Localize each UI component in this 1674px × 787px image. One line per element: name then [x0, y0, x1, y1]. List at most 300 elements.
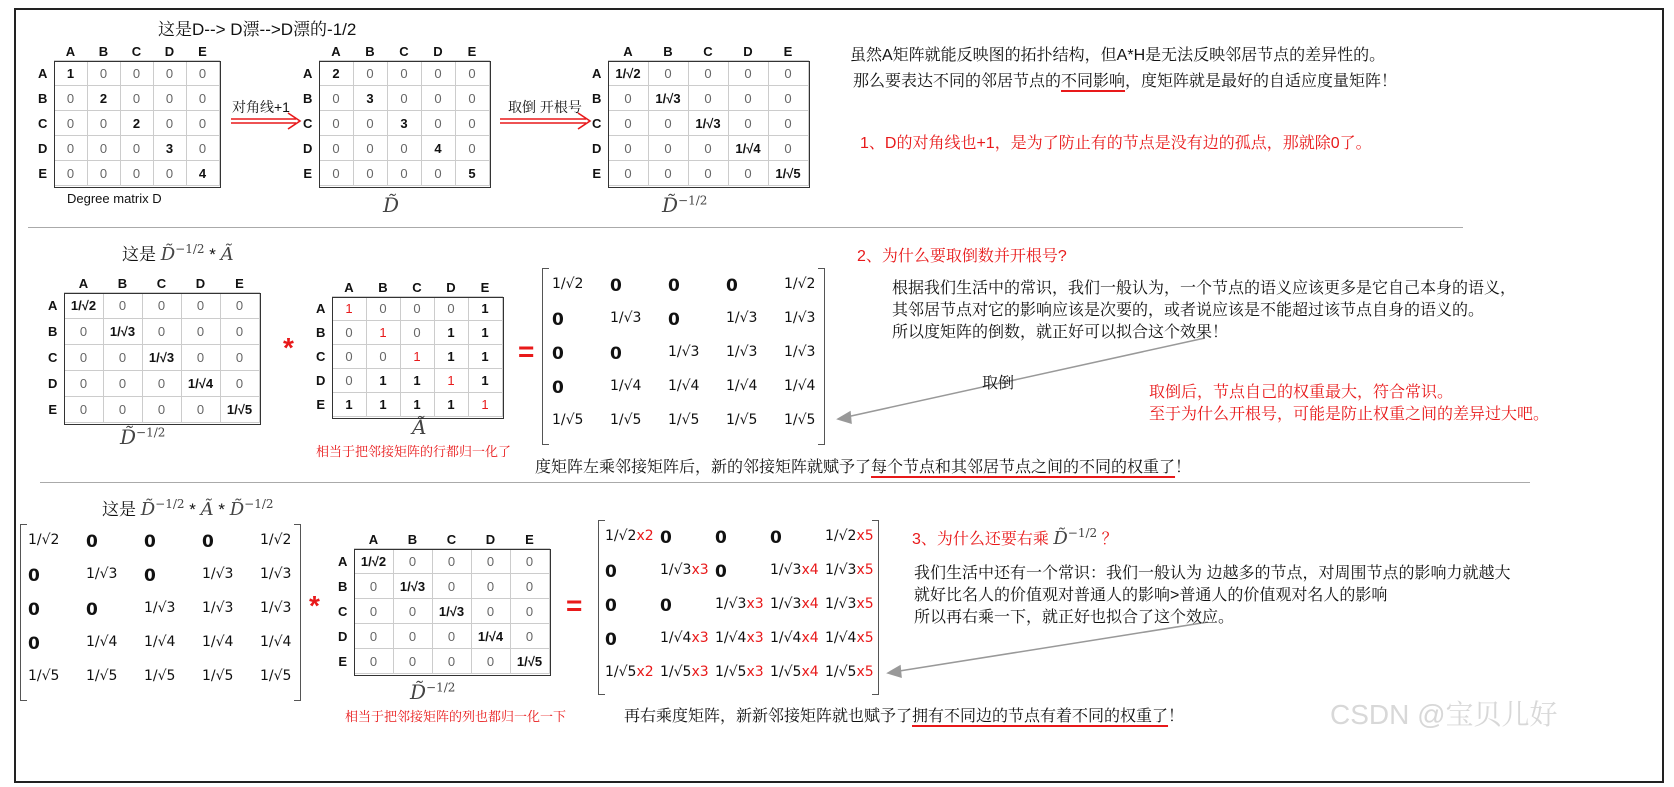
- matrix-cell: 4: [186, 161, 219, 186]
- red-note-line-2: 至于为什么开根号，可能是防止权重之间的差异过大吧。: [1149, 406, 1550, 423]
- row-header: E: [338, 653, 348, 669]
- red-note-line-1: 取倒后，节点自己的权重最大，符合常识。: [1149, 384, 1454, 401]
- result-cell: 1/√3x4: [770, 562, 819, 578]
- result-cell: 1/√3: [726, 310, 758, 326]
- matrix-cell: 0: [688, 136, 728, 161]
- result-cell: 1/√5: [726, 412, 758, 428]
- matrix-cell: 0: [393, 624, 432, 649]
- result-cell: 1/√5: [202, 668, 234, 684]
- result-cell: 1/√5: [668, 412, 700, 428]
- matrix-cell: 1: [366, 393, 400, 417]
- matrix-cell: 0: [103, 345, 142, 371]
- col-header: E: [783, 43, 793, 59]
- result-cell: 0: [715, 528, 727, 548]
- matrix-cell: 0: [153, 61, 186, 86]
- result-cell: 1/√2: [784, 276, 816, 292]
- matrix-cell: 0: [186, 86, 219, 111]
- row-header: C: [48, 350, 58, 365]
- section3-title: 这是 D̃$^{-1/2}$ * Ã * D̃$^{-1/2}$: [102, 497, 274, 520]
- matrix-cell: 1/√3: [142, 345, 181, 371]
- matrix-cell: 0: [120, 61, 153, 86]
- result-cell: 0: [28, 634, 40, 654]
- result-cell: 1/√5x3: [715, 664, 764, 680]
- row-header: A: [38, 65, 48, 81]
- matrix-cell: 1/√3: [393, 574, 432, 599]
- matrix-cell: 2: [319, 61, 353, 86]
- result-cell: 1/√3x4: [770, 596, 819, 612]
- result-cell: 1/√4: [668, 378, 700, 394]
- result-cell: 1/√5x2: [605, 664, 654, 680]
- matrix-cell: 0: [400, 321, 434, 345]
- result-cell: 1/√4x3: [660, 630, 709, 646]
- matrix-cell: 0: [432, 649, 471, 674]
- col-header: C: [412, 279, 422, 295]
- section3-dinv-label: D̃$^{-1/2}$: [410, 680, 456, 704]
- matrix-cell: 3: [153, 136, 186, 161]
- col-header: E: [467, 43, 477, 59]
- matrix-cell: 0: [64, 397, 103, 423]
- result-cell: 1/√5: [260, 668, 292, 684]
- caption-col-normalized: 相当于把邻接矩阵的列也都归一化一下: [345, 709, 567, 724]
- matrix-cell: 0: [64, 319, 103, 345]
- matrix-cell: 1/√3: [432, 599, 471, 624]
- matrix-cell: 0: [319, 111, 353, 136]
- row-header: C: [592, 115, 602, 131]
- matrix-cell: 0: [471, 549, 510, 574]
- matrix-cell: 0: [332, 321, 366, 345]
- matrix-cell: 0: [648, 161, 688, 186]
- row-header: A: [592, 65, 602, 81]
- matrix-cell: 0: [728, 161, 768, 186]
- point3-line-3: 所以再右乘一下，就正好也拟合了这个效应。: [914, 609, 1235, 626]
- result-cell: 1/√2x5: [825, 528, 874, 544]
- matrix-cell: 2: [87, 86, 120, 111]
- dtilde-inv-sqrt-label: D̃$^{-1/2}$: [662, 193, 708, 217]
- matrix-cell: 1/√3: [648, 86, 688, 111]
- degree-matrix-table: [32, 42, 220, 186]
- result-cell: 1/√4: [726, 378, 758, 394]
- matrix-cell: 0: [768, 61, 808, 86]
- degree-matrix-caption: Degree matrix D: [67, 191, 162, 206]
- result-cell: 1/√4x5: [825, 630, 874, 646]
- result-cell: 1/√2: [552, 276, 584, 292]
- matrix-cell: 0: [153, 161, 186, 186]
- result-cell: 0: [86, 600, 98, 620]
- col-header: E: [235, 275, 244, 291]
- matrix-cell: 0: [354, 599, 393, 624]
- matrix-cell: 0: [728, 61, 768, 86]
- result-cell: 1/√3: [260, 600, 292, 616]
- matrix-cell: 0: [400, 297, 434, 321]
- result-cell: 0: [144, 566, 156, 586]
- result-cell: 0: [86, 532, 98, 552]
- result-cell: 0: [726, 276, 738, 296]
- result-cell: 0: [552, 378, 564, 398]
- matrix-cell: 0: [387, 61, 421, 86]
- row-header: D: [303, 140, 313, 156]
- matrix-cell: 0: [421, 61, 455, 86]
- matrix-cell: 1: [468, 369, 502, 393]
- matrix-cell: 1/√5: [510, 649, 549, 674]
- matrix-cell: 0: [432, 624, 471, 649]
- matrix-cell: 5: [455, 161, 489, 186]
- col-header: C: [446, 531, 457, 547]
- matrix-cell: 0: [510, 574, 549, 599]
- gray-arrow-2: [893, 622, 1208, 672]
- matrix-cell: 0: [608, 111, 648, 136]
- matrix-cell: 0: [186, 61, 219, 86]
- matrix-cell: 1: [332, 393, 366, 417]
- result-cell: 0: [660, 596, 672, 616]
- arrow-label-inverse-sqrt: 取倒 开根号: [508, 99, 582, 115]
- adjacency-matrix-table: [310, 278, 503, 417]
- col-header: D: [485, 531, 496, 547]
- col-header: C: [131, 43, 142, 59]
- row-header: A: [48, 298, 58, 313]
- left3-left-bracket: [20, 524, 27, 701]
- row-header: C: [38, 115, 48, 131]
- result-cell: 1/√2: [260, 532, 292, 548]
- result-cell: 0: [28, 566, 40, 586]
- row-header: E: [316, 397, 326, 412]
- matrix-cell: 0: [319, 86, 353, 111]
- result-cell: 1/√3: [260, 566, 292, 582]
- matrix-cell: 0: [353, 61, 387, 86]
- result-cell: 1/√5: [610, 412, 642, 428]
- atilde-label: Ã: [412, 415, 427, 439]
- matrix-cell: 0: [181, 397, 220, 423]
- result-cell: 1/√3: [86, 566, 118, 582]
- matrix-cell: 1: [400, 369, 434, 393]
- matrix-cell: 0: [510, 624, 549, 649]
- col-header: A: [65, 43, 76, 59]
- matrix-cell: 0: [332, 369, 366, 393]
- row-header: D: [316, 373, 326, 388]
- matrix-cell: 0: [54, 161, 87, 186]
- result2-left-bracket: [542, 268, 549, 445]
- col-header: C: [156, 275, 167, 291]
- matrix-cell: 0: [353, 136, 387, 161]
- matrix-cell: 0: [432, 574, 471, 599]
- row-header: E: [592, 165, 602, 181]
- matrix-cell: 0: [220, 371, 259, 397]
- result2-right-bracket: [818, 268, 825, 445]
- matrix-cell: 0: [768, 86, 808, 111]
- multiply-sign-1: *: [283, 332, 294, 363]
- col-header: A: [368, 531, 379, 547]
- col-header: B: [117, 275, 128, 291]
- matrix-cell: 0: [332, 345, 366, 369]
- col-header: B: [663, 43, 673, 59]
- result-cell: 1/√4: [144, 634, 176, 650]
- matrix-cell: 4: [421, 136, 455, 161]
- matrix-cell: 1: [468, 321, 502, 345]
- matrix-cell: 1/√2: [354, 549, 393, 574]
- result-cell: 1/√3x3: [715, 596, 764, 612]
- col-header: E: [480, 279, 490, 295]
- matrix-cell: 1: [468, 297, 502, 321]
- result-cell: 1/√3: [144, 600, 176, 616]
- row-header: B: [38, 90, 48, 106]
- matrix-cell: 0: [54, 111, 87, 136]
- col-header: A: [623, 43, 633, 59]
- result-cell: 0: [605, 562, 617, 582]
- matrix-cell: 0: [455, 61, 489, 86]
- result-cell: 0: [202, 532, 214, 552]
- section2-title: 这是 D̃$^{-1/2}$ * Ã: [122, 242, 234, 265]
- col-header: B: [98, 43, 109, 59]
- matrix-cell: 0: [142, 319, 181, 345]
- matrix-cell: 0: [64, 345, 103, 371]
- matrix-cell: 0: [87, 111, 120, 136]
- point2-line-3: 所以度矩阵的倒数，就正好可以拟合这个效果！: [892, 324, 1229, 341]
- result-cell: 0: [668, 310, 680, 330]
- matrix-cell: 0: [387, 136, 421, 161]
- matrix-cell: 1: [434, 345, 468, 369]
- intro-line-2: 那么要表达不同的邻居节点的不同影响，度矩阵就是最好的自适应度量矩阵！: [853, 73, 1398, 90]
- matrix-cell: 1: [434, 369, 468, 393]
- result-cell: 1/√5: [86, 668, 118, 684]
- row-header: B: [48, 324, 58, 339]
- summary-2: 度矩阵左乘邻接矩阵后，新的邻接矩阵就赋予了每个节点和其邻居节点之间的不同的权重了！: [535, 459, 1192, 476]
- result-cell: 0: [28, 600, 40, 620]
- matrix-cell: 0: [103, 293, 142, 319]
- matrix-cell: 0: [393, 549, 432, 574]
- col-header: C: [703, 43, 713, 59]
- result-cell: 1/√5x5: [825, 664, 874, 680]
- caption-row-normalized: 相当于把邻接矩阵的行都归一化了: [316, 444, 512, 459]
- row-header: E: [38, 165, 48, 181]
- result-cell: 1/√5x4: [770, 664, 819, 680]
- section2-dinv-table: [42, 274, 260, 423]
- matrix-cell: 0: [319, 136, 353, 161]
- result-cell: 0: [144, 532, 156, 552]
- row-header: B: [338, 578, 348, 594]
- col-header: D: [433, 43, 443, 59]
- matrix-cell: 0: [54, 86, 87, 111]
- point-1: 1、D的对角线也+1，是为了防止有的节点是没有边的孤点，那就除0了。: [860, 135, 1372, 152]
- matrix-cell: 1/√5: [220, 397, 259, 423]
- equals-sign-1: =: [518, 336, 535, 367]
- matrix-cell: 1: [434, 321, 468, 345]
- col-header: C: [399, 43, 409, 59]
- row-header: E: [48, 402, 58, 417]
- matrix-cell: 0: [455, 111, 489, 136]
- matrix-cell: 1/√3: [688, 111, 728, 136]
- matrix-cell: 0: [387, 86, 421, 111]
- row-header: D: [338, 628, 348, 644]
- intro-line-1: 虽然A矩阵就能反映图的拓扑结构，但A*H是无法反映邻居节点的差异性的。: [850, 47, 1386, 64]
- result-cell: 1/√5: [784, 412, 816, 428]
- matrix-cell: 0: [648, 111, 688, 136]
- matrix-cell: 1: [54, 61, 87, 86]
- matrix-cell: 0: [688, 61, 728, 86]
- point-3: 3、为什么还要右乘 D̃$^{-1/2}$ ？: [912, 526, 1118, 549]
- col-header: D: [164, 43, 175, 59]
- matrix-cell: 0: [87, 61, 120, 86]
- matrix-cell: 1/√2: [64, 293, 103, 319]
- matrix-cell: 0: [87, 161, 120, 186]
- col-header: D: [446, 279, 456, 295]
- matrix-cell: 0: [688, 161, 728, 186]
- result-cell: 0: [660, 528, 672, 548]
- result-cell: 0: [605, 596, 617, 616]
- col-header: B: [365, 43, 375, 59]
- matrix-cell: 0: [648, 61, 688, 86]
- point2-line-1: 根据我们生活中的常识，我们一般认为，一个节点的语义应该更多是它自己本身的语义，: [892, 280, 1517, 297]
- result-cell: 1/√4x4: [770, 630, 819, 646]
- section3-dinv-table: [332, 530, 550, 674]
- matrix-cell: 0: [153, 111, 186, 136]
- col-header: A: [78, 275, 89, 291]
- dtilde-matrix-table: [297, 42, 490, 186]
- result-cell: 1/√4: [86, 634, 118, 650]
- matrix-cell: 0: [354, 649, 393, 674]
- result-cell: 1/√2x2: [605, 528, 654, 544]
- matrix-cell: 0: [87, 136, 120, 161]
- matrix-cell: 0: [353, 161, 387, 186]
- matrix-cell: 0: [153, 86, 186, 111]
- result-cell: 1/√5: [144, 668, 176, 684]
- result-cell: 1/√3: [202, 600, 234, 616]
- row-header: A: [338, 553, 348, 569]
- row-header: C: [338, 603, 348, 619]
- matrix-cell: 1: [434, 393, 468, 417]
- row-header: E: [303, 165, 313, 181]
- matrix-cell: 1/√4: [728, 136, 768, 161]
- result-cell: 1/√4: [202, 634, 234, 650]
- result-cell: 0: [770, 528, 782, 548]
- inverse-label: 取倒: [982, 375, 1015, 392]
- col-header: B: [407, 531, 418, 547]
- matrix-cell: 0: [688, 86, 728, 111]
- matrix-cell: 0: [608, 86, 648, 111]
- equals-sign-2: =: [566, 590, 583, 621]
- result-cell: 1/√4: [784, 378, 816, 394]
- matrix-cell: 0: [103, 371, 142, 397]
- result-cell: 1/√3: [784, 344, 816, 360]
- matrix-cell: 1/√4: [181, 371, 220, 397]
- result-cell: 1/√4: [260, 634, 292, 650]
- arrow-label-add-diag: 对角线+1: [232, 99, 290, 115]
- matrix-cell: 1/√5: [768, 161, 808, 186]
- matrix-cell: 3: [353, 86, 387, 111]
- result-cell: 0: [610, 276, 622, 296]
- matrix-cell: 1: [400, 345, 434, 369]
- row-header: B: [592, 90, 602, 106]
- row-header: D: [592, 140, 602, 156]
- point3-line-2: 就好比名人的价值观对普通人的影响>普通人的价值观对名人的影响: [914, 587, 1388, 604]
- matrix-cell: 1: [366, 321, 400, 345]
- matrix-cell: 0: [142, 371, 181, 397]
- result-cell: 0: [610, 344, 622, 364]
- matrix-cell: 0: [103, 397, 142, 423]
- result-cell: 0: [552, 310, 564, 330]
- multiply-sign-2: *: [309, 590, 320, 621]
- matrix-cell: 0: [64, 371, 103, 397]
- matrix-cell: 0: [186, 136, 219, 161]
- matrix-cell: 0: [181, 293, 220, 319]
- matrix-cell: 0: [421, 86, 455, 111]
- result-cell: 1/√2: [28, 532, 60, 548]
- matrix-cell: 1: [468, 345, 502, 369]
- col-header: D: [743, 43, 753, 59]
- result-cell: 1/√5x3: [660, 664, 709, 680]
- dtilde-label: D̃: [383, 193, 400, 217]
- row-header: C: [316, 349, 326, 364]
- matrix-cell: 0: [471, 574, 510, 599]
- matrix-cell: 0: [471, 599, 510, 624]
- col-header: A: [331, 43, 341, 59]
- matrix-cell: 0: [455, 86, 489, 111]
- matrix-cell: 0: [120, 136, 153, 161]
- section2-dinv-label: D̃$^{-1/2}$: [120, 425, 166, 449]
- left3-right-bracket: [294, 524, 301, 701]
- matrix-cell: 0: [434, 297, 468, 321]
- matrix-cell: 2: [120, 111, 153, 136]
- matrix-cell: 1/√3: [103, 319, 142, 345]
- matrix-cell: 1/√4: [471, 624, 510, 649]
- result-cell: 1/√3x5: [825, 596, 874, 612]
- row-header: B: [303, 90, 313, 106]
- matrix-cell: 0: [421, 111, 455, 136]
- matrix-cell: 0: [421, 161, 455, 186]
- matrix-cell: 1: [400, 393, 434, 417]
- matrix-cell: 0: [181, 319, 220, 345]
- point3-line-1: 我们生活中还有一个常识：我们一般认为 边越多的节点，对周围节点的影响力就越大: [914, 565, 1511, 582]
- result-cell: 0: [605, 630, 617, 650]
- result-cell: 1/√3: [668, 344, 700, 360]
- col-header: A: [344, 279, 354, 295]
- watermark: CSDN @宝贝儿好: [1330, 699, 1558, 730]
- matrix-cell: 0: [186, 111, 219, 136]
- matrix-cell: 1: [366, 369, 400, 393]
- matrix-cell: 0: [510, 599, 549, 624]
- matrix-cell: 0: [432, 549, 471, 574]
- matrix-cell: 3: [387, 111, 421, 136]
- matrix-cell: 0: [366, 297, 400, 321]
- row-header: A: [316, 301, 326, 316]
- result-cell: 1/√3x3: [660, 562, 709, 578]
- result-cell: 1/√3: [784, 310, 816, 326]
- result-cell: 1/√5: [28, 668, 60, 684]
- result-cell: 1/√3: [726, 344, 758, 360]
- matrix-cell: 0: [510, 549, 549, 574]
- matrix-cell: 0: [471, 649, 510, 674]
- result-cell: 1/√3: [202, 566, 234, 582]
- matrix-cell: 0: [393, 599, 432, 624]
- result3-left-bracket: [598, 520, 605, 695]
- matrix-cell: 0: [648, 136, 688, 161]
- top-title: 这是D--> D漂-->D漂的-1/2: [158, 20, 357, 39]
- result-cell: 1/√3: [610, 310, 642, 326]
- matrix-cell: 0: [54, 136, 87, 161]
- row-header: D: [48, 376, 58, 391]
- result-cell: 1/√5: [552, 412, 584, 428]
- row-header: C: [303, 115, 313, 131]
- matrix-cell: 0: [768, 111, 808, 136]
- matrix-cell: 0: [768, 136, 808, 161]
- matrix-cell: 0: [220, 319, 259, 345]
- row-header: D: [38, 140, 48, 156]
- matrix-cell: 0: [353, 111, 387, 136]
- summary-3: 再右乘度矩阵，新新邻接矩阵就也赋予了拥有不同边的节点有着不同的权重了！: [624, 708, 1185, 725]
- dtilde-inv-sqrt-table: [586, 42, 809, 186]
- result-cell: 0: [715, 562, 727, 582]
- row-header: A: [303, 65, 313, 81]
- row-header: B: [316, 325, 326, 340]
- matrix-cell: 0: [181, 345, 220, 371]
